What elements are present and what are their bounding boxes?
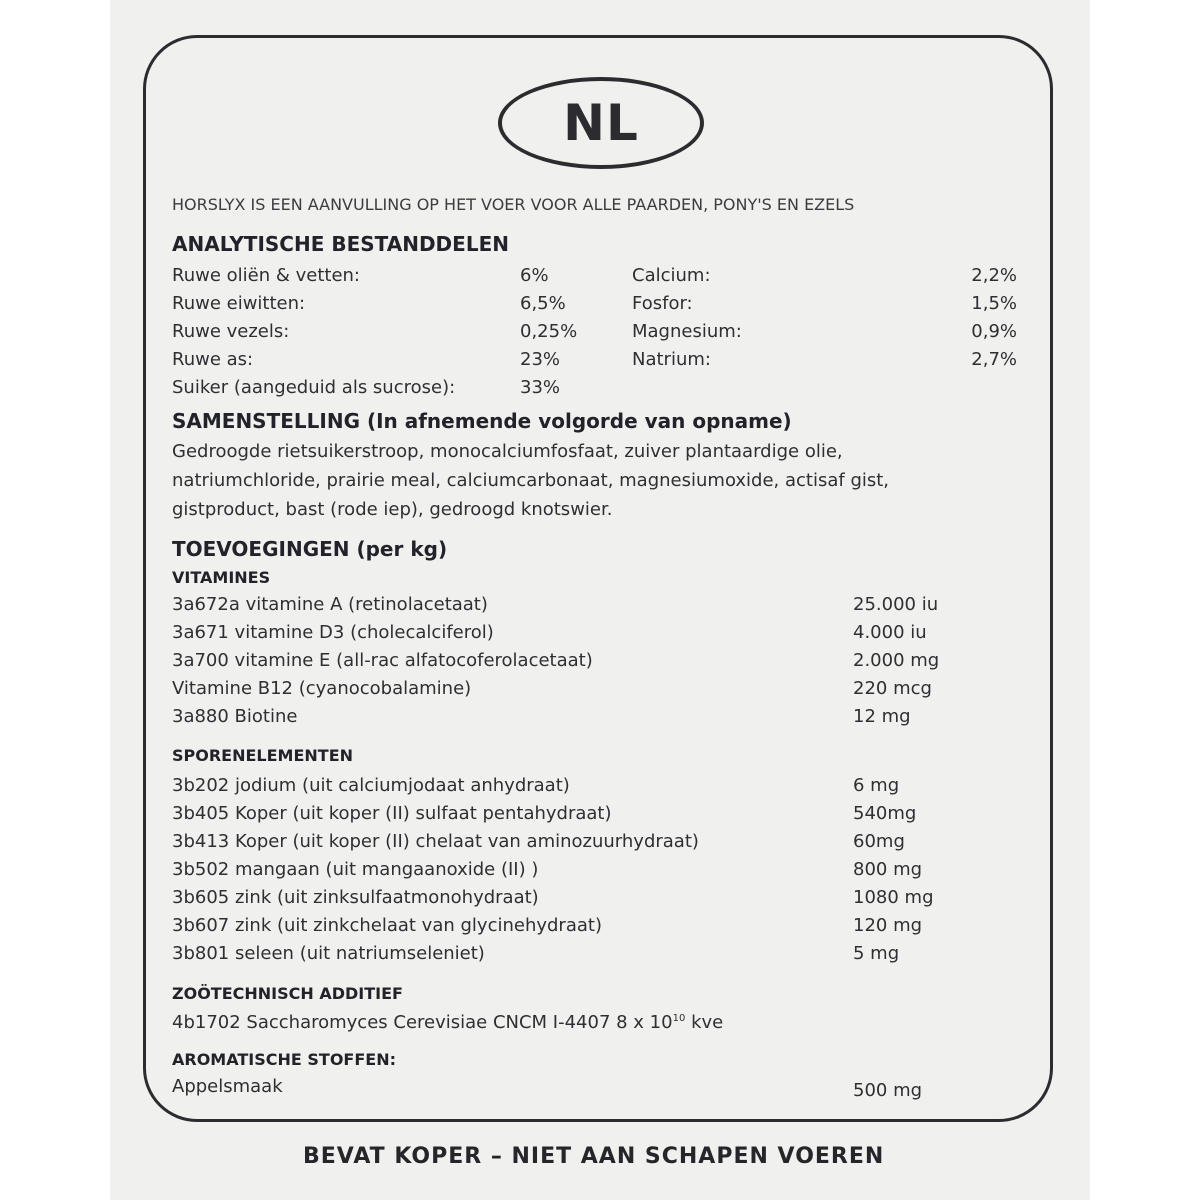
trace-element-amount: 120 mg [853, 915, 923, 936]
mineral-label: Natrium: [632, 349, 711, 370]
vitamin-name: 3a700 vitamine E (all-rac alfatocoferolacetaat) [172, 650, 593, 671]
aromatic-heading: AROMATISCHE STOFFEN: [172, 1050, 397, 1069]
zootechnical-unit: kve [691, 1012, 724, 1033]
analytical-label: Ruwe vezels: [172, 321, 290, 342]
trace-element-amount: 5 mg [853, 943, 900, 964]
mineral-value: 2,7% [971, 349, 1017, 370]
zootechnical-text: 4b1702 Saccharomyces Cerevisiae CNCM I-4407 8 x 10 [172, 1012, 673, 1033]
mineral-value: 2,2% [971, 265, 1017, 286]
mineral-label: Calcium: [632, 265, 711, 286]
trace-element-amount: 800 mg [853, 859, 923, 880]
analytical-label: Ruwe oliën & vetten: [172, 265, 360, 286]
vitamins-heading: VITAMINES [172, 568, 271, 587]
language-badge [498, 77, 704, 169]
trace-element-amount: 1080 mg [853, 887, 934, 908]
trace-element-name: 3b202 jodium (uit calciumjodaat anhydraat) [172, 775, 570, 796]
vitamin-name: Vitamine B12 (cyanocobalamine) [172, 678, 472, 699]
vitamin-amount: 220 mcg [853, 678, 932, 699]
analytical-heading: ANALYTISCHE BESTANDDELEN [172, 232, 509, 256]
composition-line: natriumchloride, prairie meal, calciumcarbonaat, magnesiumoxide, actisaf gist, [172, 470, 890, 491]
zootechnical-exponent: 10 [672, 1013, 686, 1024]
mineral-value: 0,9% [971, 321, 1017, 342]
trace-element-name: 3b801 seleen (uit natriumseleniet) [172, 943, 485, 964]
trace-element-name: 3b413 Koper (uit koper (II) chelaat van aminozuurhydraat) [172, 831, 699, 852]
language-badge-text: NL [563, 94, 639, 152]
vitamin-amount: 4.000 iu [853, 622, 927, 643]
trace-element-amount: 540mg [853, 803, 917, 824]
vitamin-amount: 25.000 iu [853, 594, 939, 615]
vitamin-amount: 2.000 mg [853, 650, 940, 671]
analytical-label: Ruwe eiwitten: [172, 293, 306, 314]
analytical-value: 6,5% [520, 293, 566, 314]
vitamin-name: 3a671 vitamine D3 (cholecalciferol) [172, 622, 494, 643]
trace-element-name: 3b605 zink (uit zinksulfaatmonohydraat) [172, 887, 539, 908]
trace-element-name: 3b405 Koper (uit koper (II) sulfaat pentahydraat) [172, 803, 612, 824]
analytical-label: Ruwe as: [172, 349, 254, 370]
trace-element-name: 3b607 zink (uit zinkchelaat van glycinehydraat) [172, 915, 602, 936]
additives-heading: TOEVOEGINGEN (per kg) [172, 537, 448, 561]
analytical-value: 33% [520, 377, 561, 398]
intro-text: HORSLYX IS EEN AANVULLING OP HET VOER VOOR ALLE PAARDEN, PONY'S EN EZELS [172, 195, 855, 214]
zootechnical-heading: ZOÖTECHNISCH ADDITIEF [172, 984, 403, 1003]
vitamin-amount: 12 mg [853, 706, 911, 727]
vitamin-name: 3a880 Biotine [172, 706, 298, 727]
trace-element-amount: 60mg [853, 831, 905, 852]
trace-elements-heading: SPORENELEMENTEN [172, 746, 354, 765]
trace-element-amount: 6 mg [853, 775, 900, 796]
vitamin-name: 3a672a vitamine A (retinolacetaat) [172, 594, 488, 615]
composition-line: gistproduct, bast (rode iep), gedroogd knotswier. [172, 499, 613, 520]
copper-warning: BEVAT KOPER – NIET AAN SCHAPEN VOEREN [303, 1144, 885, 1169]
aromatic-name: Appelsmaak [172, 1076, 283, 1097]
analytical-label: Suiker (aangeduid als sucrose): [172, 377, 456, 398]
mineral-value: 1,5% [971, 293, 1017, 314]
analytical-value: 23% [520, 349, 561, 370]
composition-line: Gedroogde rietsuikerstroop, monocalciumfosfaat, zuiver plantaardige olie, [172, 441, 843, 462]
mineral-label: Magnesium: [632, 321, 742, 342]
mineral-label: Fosfor: [632, 293, 693, 314]
zootechnical-line [172, 1012, 723, 1033]
composition-heading: SAMENSTELLING (In afnemende volgorde van opname) [172, 409, 792, 433]
analytical-value: 0,25% [520, 321, 578, 342]
trace-element-name: 3b502 mangaan (uit mangaanoxide (II) ) [172, 859, 539, 880]
aromatic-amount: 500 mg [853, 1080, 923, 1101]
analytical-value: 6% [520, 265, 549, 286]
